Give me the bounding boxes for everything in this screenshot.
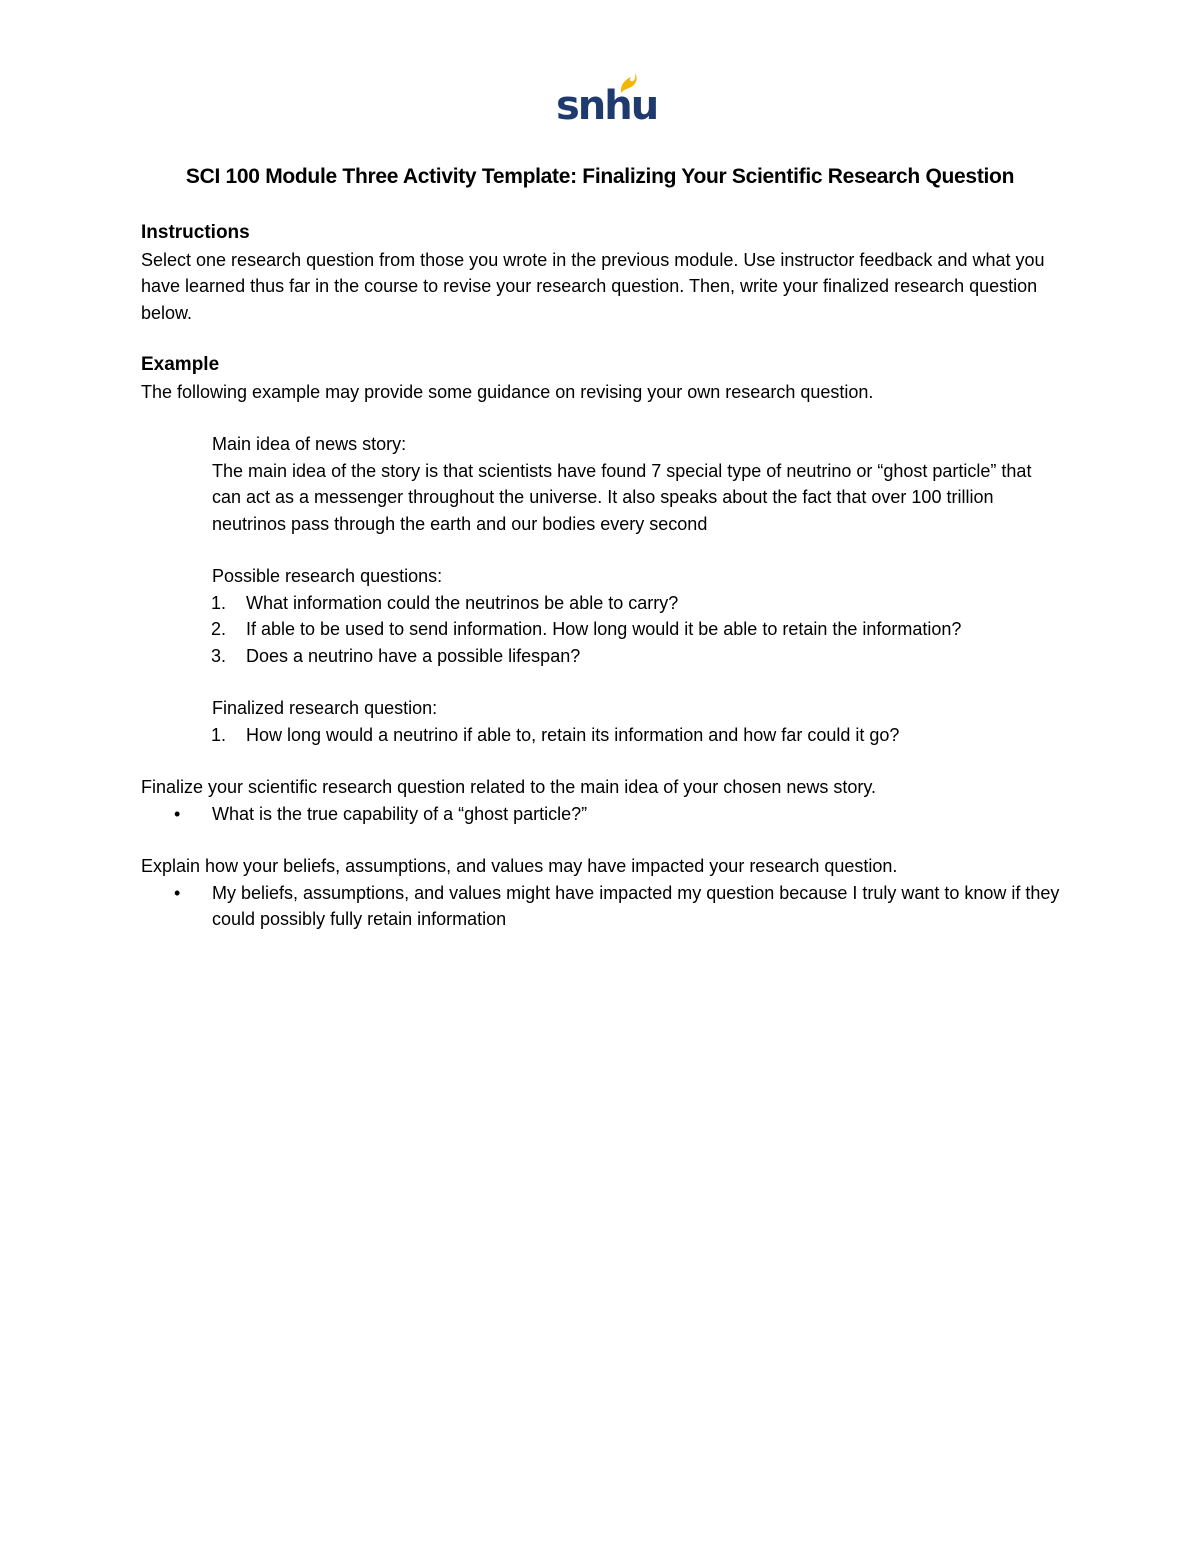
list-item xyxy=(211,590,1061,617)
finalized-question-label: Finalized research question: xyxy=(212,698,438,718)
finalized-questions-list xyxy=(141,722,1061,749)
main-idea-text: The main idea of the story is that scientists have found 7 special type of neutrino or “ghost particle” that can act as a messenger throughout the universe. It also speaks about the fact that over 100 trillion neutrinos pass through the earth and our bodies every second xyxy=(212,460,1032,534)
document-body xyxy=(141,220,1061,933)
list-item xyxy=(211,616,1061,643)
example-block xyxy=(141,431,1061,590)
list-item-text: Does a neutrino have a possible lifespan? xyxy=(246,645,581,666)
list-item-text: If able to be used to send information. How long would it be able to retain the information? xyxy=(246,619,962,639)
list-item xyxy=(174,801,1061,828)
main-idea-label: Main idea of news story: xyxy=(212,434,407,454)
list-number: 1. xyxy=(211,592,227,613)
finalize-prompt: Finalize your scientific research question related to the main idea of your chosen news story. xyxy=(141,777,877,797)
finalize-answer-list xyxy=(141,801,1061,828)
instructions-heading: Instructions xyxy=(141,222,250,243)
explain-answer-list xyxy=(141,880,1061,933)
example-heading: Example xyxy=(141,354,220,375)
list-number: 2. xyxy=(211,619,227,639)
list-item xyxy=(211,722,1061,749)
possible-questions-label: Possible research questions: xyxy=(212,566,443,586)
possible-questions-list xyxy=(141,590,1061,670)
explain-answer: My beliefs, assumptions, and values might have impacted my question because I truly want to know if they could possibly fully retain information xyxy=(212,882,1060,929)
instructions-body: Select one research question from those you wrote in the previous module. Use instructor feedback and what you have learned thus far in the course to revise your research question. Then, write your finalized research question below. xyxy=(141,249,1045,323)
list-item xyxy=(211,643,1061,670)
bullet-icon: • xyxy=(174,882,181,903)
finalize-answer: What is the true capability of a “ghost particle?” xyxy=(212,803,588,824)
snhu-logo xyxy=(550,72,658,134)
list-number: 1. xyxy=(211,724,227,745)
list-item-text: What information could the neutrinos be able to carry? xyxy=(246,592,679,613)
example-intro: The following example may provide some guidance on revising your own research question. xyxy=(141,381,874,402)
list-item xyxy=(174,880,1061,933)
explain-prompt: Explain how your beliefs, assumptions, and values may have impacted your research question. xyxy=(141,856,898,876)
page-title: SCI 100 Module Three Activity Template: Finalizing Your Scientific Research Question xyxy=(185,165,1015,188)
logo-wordmark: snhu xyxy=(556,83,658,129)
list-item-text: How long would a neutrino if able to, retain its information and how far could it go? xyxy=(246,724,900,745)
list-number: 3. xyxy=(211,645,227,666)
bullet-icon: • xyxy=(174,803,181,824)
